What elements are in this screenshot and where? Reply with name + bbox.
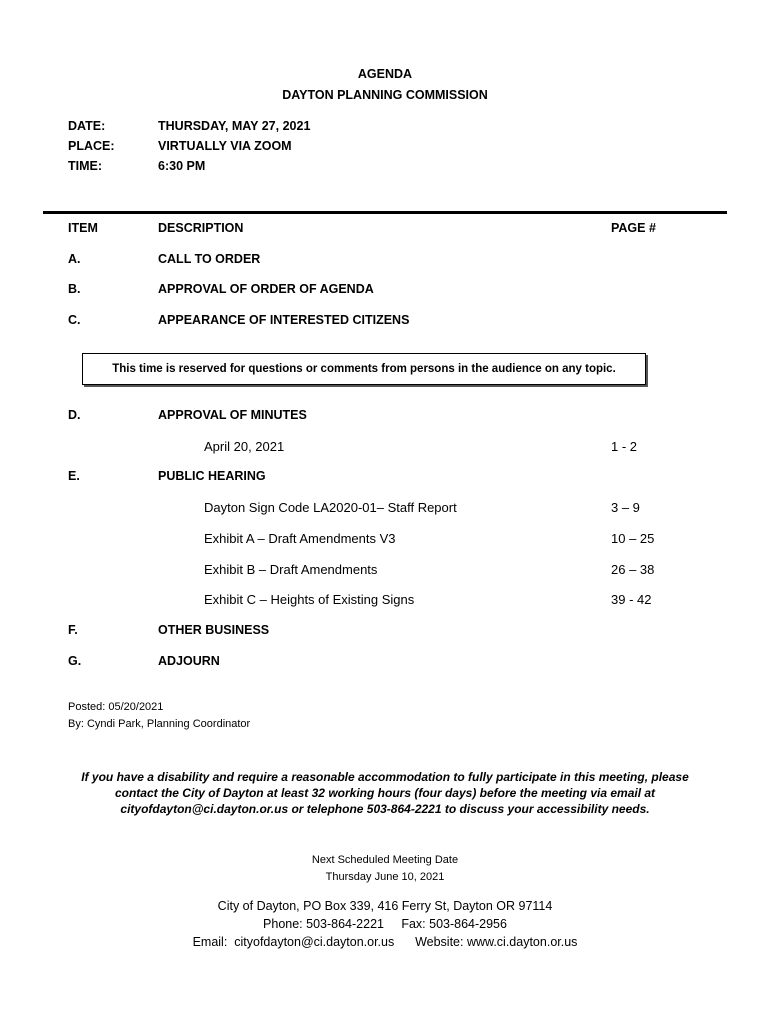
commission-title: DAYTON PLANNING COMMISSION [282, 88, 488, 102]
item-c-label: APPEARANCE OF INTERESTED CITIZENS [158, 313, 410, 327]
accessibility-line-2: contact the City of Dayton at least 32 working hours (four days) before the meeting via email at [114, 786, 656, 800]
item-f-label: OTHER BUSINESS [158, 623, 270, 637]
date-value: THURSDAY, MAY 27, 2021 [158, 119, 311, 133]
item-d-label: APPROVAL OF MINUTES [158, 408, 307, 422]
next-meeting-date: Thursday June 10, 2021 [325, 871, 445, 883]
header-divider [43, 211, 727, 214]
exhibit-b-page: 26 – 38 [611, 562, 655, 577]
posted-date: Posted: 05/20/2021 [68, 701, 164, 713]
item-a-letter: A. [68, 252, 81, 266]
page-column-header: PAGE # [611, 221, 656, 235]
footer-phone-fax: Phone: 503-864-2221 Fax: 503-864-2956 [263, 917, 507, 931]
time-value: 6:30 PM [158, 159, 206, 173]
item-b-letter: B. [68, 282, 81, 296]
posted-by: By: Cyndi Park, Planning Coordinator [68, 718, 251, 730]
item-e-label: PUBLIC HEARING [158, 469, 266, 483]
item-e-letter: E. [68, 469, 80, 483]
date-label: DATE: [68, 119, 106, 133]
exhibit-c-page: 39 - 42 [611, 592, 652, 607]
place-value: VIRTUALLY VIA ZOOM [158, 139, 292, 153]
footer-email-website: Email: cityofdayton@ci.dayton.or.us Website: www.ci.dayton.or.us [192, 935, 578, 949]
item-g-letter: G. [68, 654, 82, 668]
public-comment-notice: This time is reserved for questions or comments from persons in the audience on any topic. [82, 353, 646, 385]
time-label: TIME: [68, 159, 103, 173]
footer-address: City of Dayton, PO Box 339, 416 Ferry St, Dayton OR 97114 [217, 899, 553, 913]
item-f-letter: F. [68, 623, 78, 637]
exhibit-b-entry: Exhibit B – Draft Amendments [204, 562, 378, 577]
item-d-letter: D. [68, 408, 81, 422]
item-column-header: ITEM [68, 221, 98, 235]
exhibit-a-entry: Exhibit A – Draft Amendments V3 [204, 531, 396, 546]
item-c-letter: C. [68, 313, 81, 327]
exhibit-c-entry: Exhibit C – Heights of Existing Signs [204, 592, 415, 607]
accessibility-line-1: If you have a disability and require a reasonable accommodation to fully participate in this meeting, please [81, 770, 689, 784]
accessibility-line-3: cityofdayton@ci.dayton.or.us or telephone 503-864-2221 to discuss your accessibility needs. [120, 802, 650, 816]
place-label: PLACE: [68, 139, 115, 153]
accessibility-notice [60, 769, 710, 817]
staff-report-page: 3 – 9 [611, 500, 640, 515]
exhibit-a-page: 10 – 25 [611, 531, 655, 546]
item-g-label: ADJOURN [158, 654, 220, 668]
agenda-title: AGENDA [357, 67, 413, 81]
item-b-label: APPROVAL OF ORDER OF AGENDA [158, 282, 374, 296]
next-meeting-label: Next Scheduled Meeting Date [311, 854, 459, 866]
minutes-page: 1 - 2 [611, 439, 638, 454]
minutes-entry: April 20, 2021 [204, 439, 285, 454]
staff-report-entry: Dayton Sign Code LA2020-01– Staff Report [204, 500, 457, 515]
description-column-header: DESCRIPTION [158, 221, 244, 235]
item-a-label: CALL TO ORDER [158, 252, 261, 266]
